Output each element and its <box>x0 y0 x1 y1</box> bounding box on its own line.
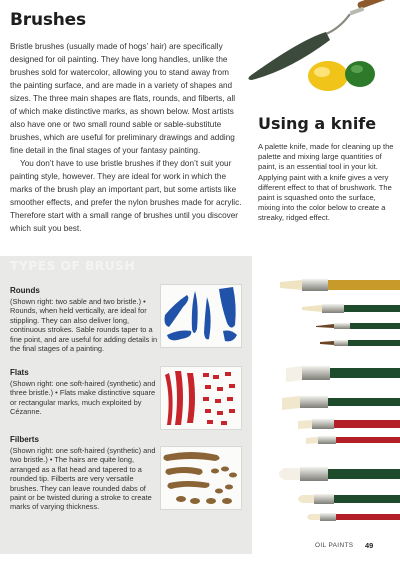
flat-dab <box>203 373 209 377</box>
brush-filbert-synthetic <box>279 467 400 481</box>
page-number: 49 <box>365 541 374 550</box>
flat-stroke <box>175 371 183 425</box>
filbert-dab <box>211 469 219 474</box>
filbert-dab <box>176 496 186 502</box>
round-stroke <box>192 291 198 333</box>
type-name-flats: Flats <box>10 368 29 377</box>
flat-dab <box>207 420 213 424</box>
filberts-swatch <box>160 446 242 510</box>
brush-round-sable-small <box>320 340 400 346</box>
type-desc-filberts: (Shown right: one soft-haired (synthetic) and two bristle.) • The hairs are quite long, arranged as a flat head and tapered to a rounded tip. Filberts are very versatile brushes. They can leave rounded dabs of paint or be twisted during a stroke to create marks of varying thickness. <box>10 446 156 512</box>
palette-knife-illustration <box>240 0 400 100</box>
flat-dab <box>217 387 223 391</box>
round-stroke <box>165 295 189 327</box>
filbert-stroke <box>163 452 219 461</box>
round-stroke <box>219 287 236 328</box>
filbert-stroke <box>167 481 209 489</box>
flat-dab <box>203 397 209 401</box>
type-filberts <box>10 435 158 512</box>
type-desc-flats: (Shown right: one soft-haired (synthetic) and three bristle.) • Flats make distinctive square or rectangular marks, much exploited by Cézanne. <box>10 379 156 417</box>
flats-swatch <box>160 366 242 430</box>
brush-round-sable-fine <box>316 323 400 329</box>
round-stroke <box>223 331 237 342</box>
brush-illustrations <box>262 276 400 526</box>
filbert-dab <box>190 498 200 504</box>
flat-stroke <box>165 373 173 425</box>
knife-body: A palette knife, made for cleaning up the palette and mixing large quantities of paint, is an essential tool in your kit. Applying paint with a knife gives a very different effect to that of brushwork. The paint is squashed onto the surface, mixing into the color below to create a streaky, ridged effect. <box>258 142 394 223</box>
brush-round-bristle-large <box>280 279 400 291</box>
type-flats <box>10 368 158 417</box>
round-stroke <box>204 297 211 339</box>
round-stroke <box>167 331 191 341</box>
types-panel-title: TYPES OF BRUSH <box>10 258 136 273</box>
brush-flat-bristle-medium <box>298 419 400 429</box>
flat-dab <box>205 409 211 413</box>
flat-dab <box>217 411 223 415</box>
filbert-dab <box>215 489 223 494</box>
brush-flat-bristle-large <box>282 396 400 410</box>
green-highlight <box>351 65 363 73</box>
footer-section-label: OIL PAINTS <box>315 542 354 549</box>
knife-shank <box>326 14 350 34</box>
rounds-swatch <box>160 284 242 348</box>
flat-dab <box>221 421 227 425</box>
brushes-body <box>10 40 242 235</box>
flat-dabs <box>203 372 235 425</box>
yellow-highlight <box>314 67 330 77</box>
filbert-dab <box>229 473 237 478</box>
brush-filbert-bristle-small <box>307 513 400 521</box>
flat-dab <box>213 375 219 379</box>
flat-dab <box>215 399 221 403</box>
brush-round-bristle-small <box>302 304 400 313</box>
brush-filbert-bristle-medium <box>298 494 400 504</box>
filbert-dab <box>225 485 233 490</box>
flat-dab <box>225 372 231 376</box>
type-rounds <box>10 286 158 353</box>
filbert-stroke <box>165 467 202 475</box>
filbert-dab <box>206 498 216 504</box>
knife-heading: Using a knife <box>258 114 377 133</box>
green-paint-blob <box>345 61 375 87</box>
type-desc-rounds: (Shown right: two sable and two bristle.) • Rounds, when held vertically, are ideal for stippling. They can also deliver long, continuous strokes. Sable rounds taper to a fine point, and are useful for adding details in the final stages of a painting. <box>10 297 158 354</box>
type-name-rounds: Rounds <box>10 286 40 295</box>
flat-dab <box>229 409 235 413</box>
brushes-heading: Brushes <box>10 10 86 30</box>
brushes-paragraph-2: You don’t have to use bristle brushes if they don’t suit your painting style, however. They are ideal for work in which the marks of the brush play an important part, but some artists like smoother effects, and prefer the nylon brushes made for acrylic. Therefore start with a small range of brushes until you discover which suit you best. <box>10 159 242 233</box>
flat-dab <box>205 385 211 389</box>
flat-dab <box>227 397 233 401</box>
brush-flat-bristle-small <box>306 436 400 444</box>
filbert-dab <box>221 467 229 472</box>
yellow-paint-blob <box>308 61 348 91</box>
brush-flat-synthetic <box>286 366 400 382</box>
flat-stroke <box>187 373 195 423</box>
knife-handle <box>350 0 400 15</box>
brushes-paragraph-1: Bristle brushes (usually made of hogs’ hair) are specifically designed for oil painting. They have long handles, unlike the brushes sold for watercolor, allowing you to stand away from the painting surface, and are made in a variety of shapes and sizes. The three main shapes are flats, rounds, and filberts, all of which make distinctive marks, as shown below. Most artists also have one or two small round sable or sable-substitute brushes, which are useful for preliminary drawings and adding fine detail in the final stages of your fantasy painting. <box>10 42 236 155</box>
filbert-dab <box>222 498 232 504</box>
type-name-filberts: Filberts <box>10 435 39 444</box>
flat-dab <box>229 384 235 388</box>
